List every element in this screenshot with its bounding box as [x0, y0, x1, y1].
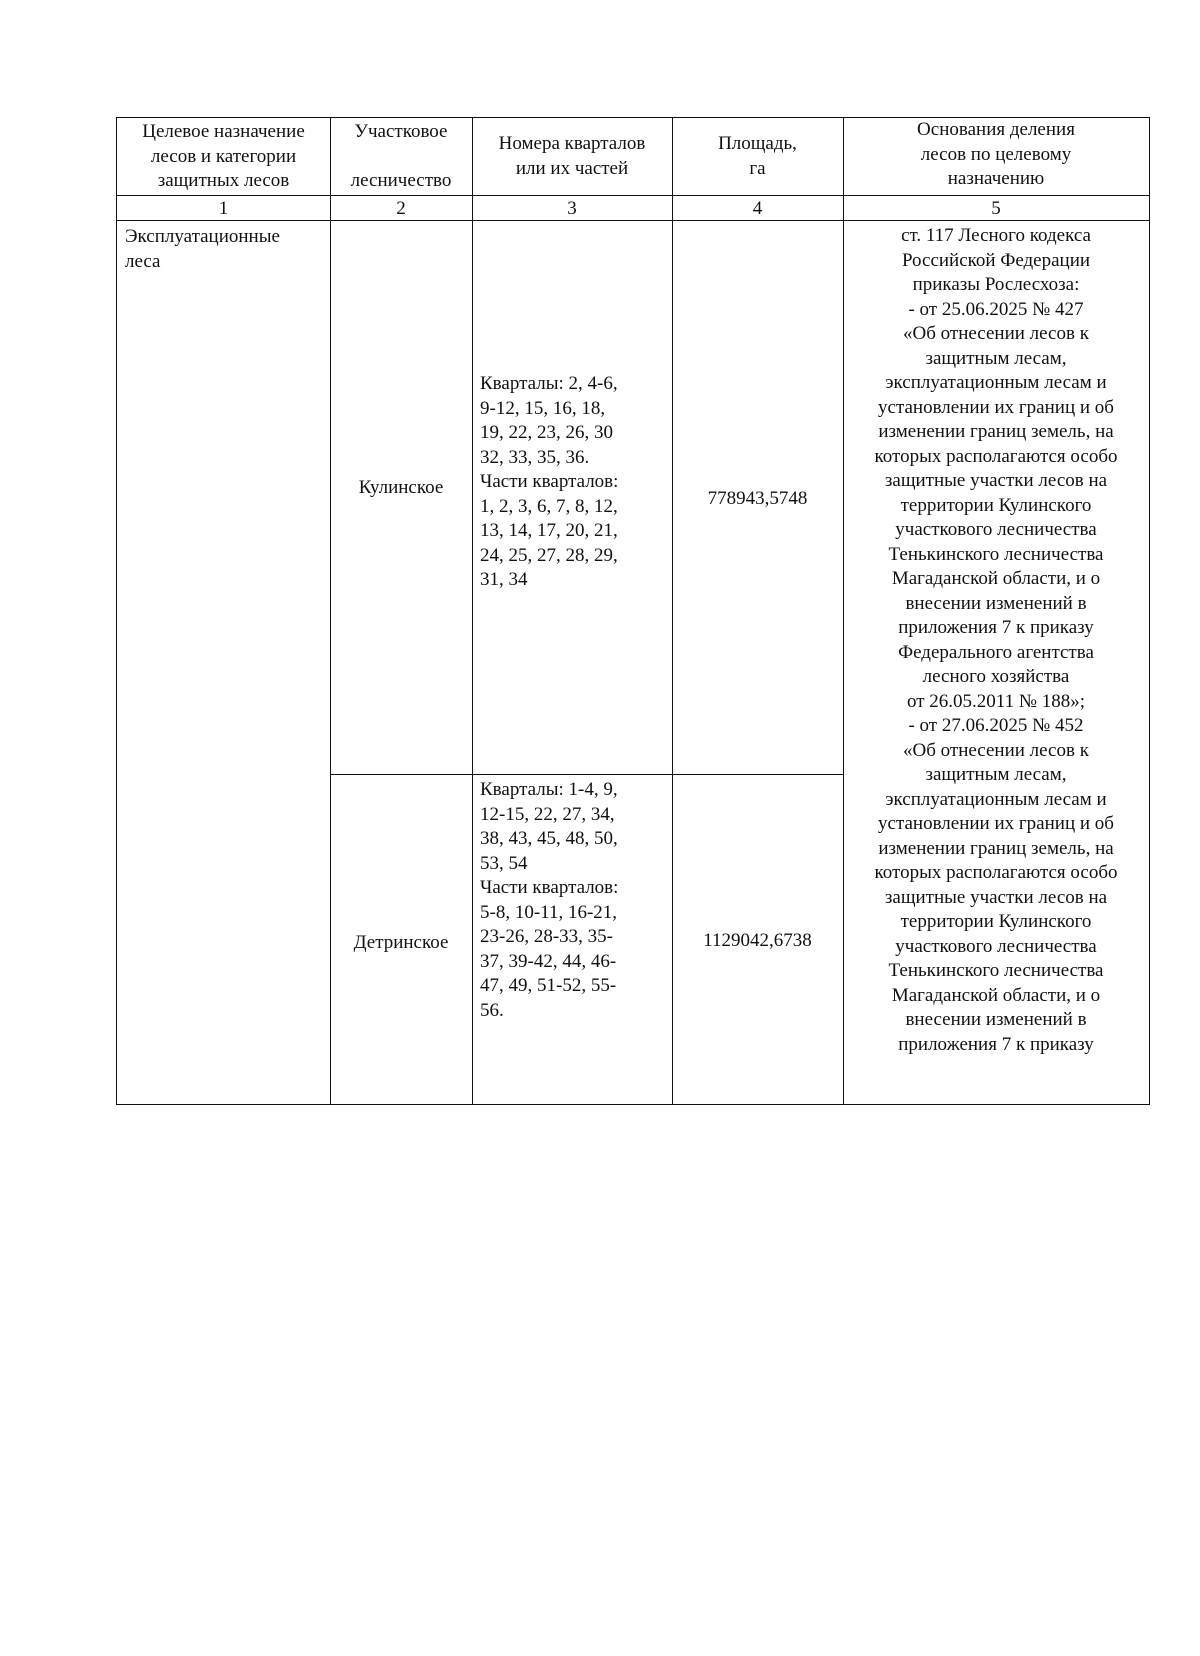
area-kulinskoe: 778943,5748	[707, 488, 808, 509]
basis-cell: ст. 117 Лесного кодекса Российской Федерации приказы Рослесхоза: - от 25.06.2025 № 427 «Об отнесении лесов к защитным лесам, эксплуатационным лесам и установлении их границ и об изменении границ земель, на которых располагаются особо защитные участки лесов на территории Кулинского участкового лесничества Тенькинского лесничества Магаданской области, и о внесении изменений в приложения 7 к приказу Федерального агентства лесного хозяйства от 26.05.2011 № 188»; - от 27.06.2025 № 452 «Об отнесении лесов к защитным лесам, эксплуатационным лесам и установлении их границ и об изменении границ земель, на которых располагаются особо защитные участки лесов на территории Кулинского участкового лесничества Тенькинского лесничества Магаданской области, и о внесении изменений в приложения 7 к приказу	[874, 225, 1118, 1055]
header-forestry: Участковое лесничество	[350, 121, 452, 191]
col-number: 1	[218, 198, 229, 219]
col-number: 4	[752, 198, 763, 219]
col-divider	[672, 118, 673, 1104]
header-quarters: Номера кварталов или их частей	[498, 133, 646, 179]
forestry-detrinskoe: Детринское	[353, 932, 449, 953]
col-divider	[330, 118, 331, 1104]
purpose-cell: Эксплуатационные леса	[125, 226, 280, 272]
col-divider	[472, 118, 473, 1104]
col-number: 3	[567, 198, 577, 219]
row-divider	[330, 774, 844, 775]
area-detrinskoe: 1129042,6738	[703, 930, 812, 951]
quarters-kulinskoe: Кварталы: 2, 4-6, 9-12, 15, 16, 18, 19, 22, 23, 26, 30 32, 33, 35, 36. Части кварталов: 1, 2, 3, 6, 7, 8, 12, 13, 14, 17, 20, 21, 24, 25, 27, 28, 29, 31, 34	[480, 373, 619, 590]
forest-table	[116, 117, 1150, 1105]
col-number: 2	[396, 198, 406, 219]
header-purpose: Целевое назначение лесов и категории защитных лесов	[142, 121, 305, 191]
header-basis: Основания деления лесов по целевому назначению	[917, 119, 1075, 189]
quarters-detrinskoe: Кварталы: 1-4, 9, 12-15, 22, 27, 34, 38, 43, 45, 48, 50, 53, 54 Части кварталов: 5-8, 10-11, 16-21, 23-26, 28-33, 35- 37, 39-42, 44, 46- 47, 49, 51-52, 55- 56.	[480, 779, 619, 1021]
col-number: 5	[991, 198, 1001, 219]
header-area: Площадь, га	[718, 133, 797, 179]
forestry-kulinskoe: Кулинское	[358, 477, 444, 498]
